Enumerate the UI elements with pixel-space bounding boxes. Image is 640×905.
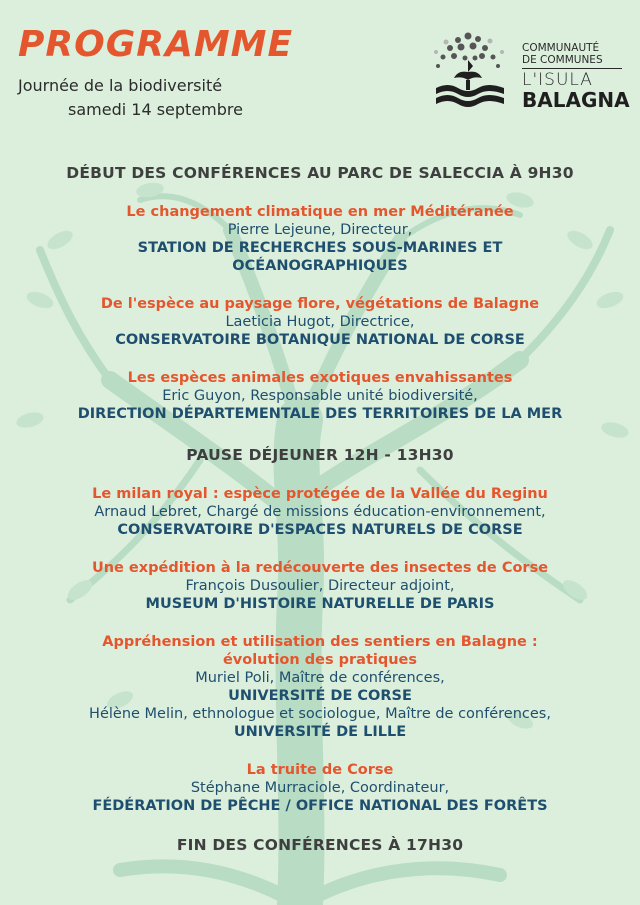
talk-organization: CONSERVATOIRE D'ESPACES NATURELS DE CORSE	[117, 522, 523, 538]
talk-title: Une expédition à la redécouverte des insectes de Corse	[91, 560, 549, 576]
event-date: samedi 14 septembre	[68, 100, 243, 119]
talk-title: Le milan royal : espèce protégée de la Vallée du Reginu	[92, 486, 548, 502]
talk-speaker: Muriel Poli, Maître de conférences,	[195, 670, 445, 686]
logo-divider	[522, 68, 622, 69]
talk-speaker: Pierre Lejeune, Directeur,	[227, 222, 413, 238]
talk-title: évolution des pratiques	[222, 652, 418, 668]
talk-organization: FÉDÉRATION DE PÊCHE / OFFICE NATIONAL DES FORÊTS	[92, 798, 548, 814]
talk-organization: STATION DE RECHERCHES SOUS-MARINES ET	[137, 240, 503, 256]
tree-eagle-logo-icon	[428, 30, 514, 115]
talk-item	[0, 369, 640, 423]
talk-organization: CONSERVATOIRE BOTANIQUE NATIONAL DE CORSE	[115, 332, 525, 348]
logo-lisula: L'ISULA	[522, 70, 593, 90]
logo-line-communaute: COMMUNAUTÉ	[522, 42, 600, 54]
program-content	[0, 163, 640, 855]
talk-speaker: Laeticia Hugot, Directrice,	[225, 314, 415, 330]
talk-speaker: Eric Guyon, Responsable unité biodiversité,	[162, 388, 478, 404]
talk-organization: MUSEUM D'HISTOIRE NATURELLE DE PARIS	[145, 596, 495, 612]
talk-organization: OCÉANOGRAPHIQUES	[232, 258, 408, 274]
program-start-heading: DÉBUT DES CONFÉRENCES AU PARC DE SALECCIA À 9H30	[66, 164, 574, 182]
talk-speaker: François Dusoulier, Directeur adjoint,	[185, 578, 455, 594]
talk-title: Le changement climatique en mer Méditéranée	[126, 204, 514, 220]
talk-speaker: Hélène Melin, ethnologue et sociologue, Maître de conférences,	[89, 706, 551, 722]
talk-item	[0, 633, 640, 741]
talk-organization: UNIVERSITÉ DE LILLE	[233, 724, 407, 740]
logo-line-de-communes: DE COMMUNES	[522, 54, 603, 66]
talk-title: Les espèces animales exotiques envahissantes	[127, 370, 513, 386]
talk-title: La truite de Corse	[246, 762, 394, 778]
talk-title: De l'espèce au paysage flore, végétations de Balagne	[100, 296, 540, 312]
page-title: PROGRAMME	[18, 24, 294, 65]
talk-item	[0, 559, 640, 613]
talk-item	[0, 203, 640, 275]
logo-balagna: BALAGNA	[522, 88, 630, 112]
program-end-heading: FIN DES CONFÉRENCES À 17H30	[176, 836, 464, 854]
lunch-break-heading: PAUSE DÉJEUNER 12H - 13H30	[186, 446, 454, 464]
logo-text	[522, 42, 628, 111]
event-subtitle: Journée de la biodiversité	[18, 76, 223, 95]
talk-item	[0, 761, 640, 815]
talk-organization: UNIVERSITÉ DE CORSE	[228, 688, 412, 704]
talk-organization: DIRECTION DÉPARTEMENTALE DES TERRITOIRES DE LA MER	[77, 406, 563, 422]
talk-item	[0, 295, 640, 349]
talk-speaker: Arnaud Lebret, Chargé de missions éducation-environnement,	[94, 504, 546, 520]
talk-speaker: Stéphane Murraciole, Coordinateur,	[190, 780, 450, 796]
talk-item	[0, 485, 640, 539]
talk-title: Appréhension et utilisation des sentiers en Balagne :	[102, 634, 538, 650]
community-logo	[428, 30, 628, 115]
